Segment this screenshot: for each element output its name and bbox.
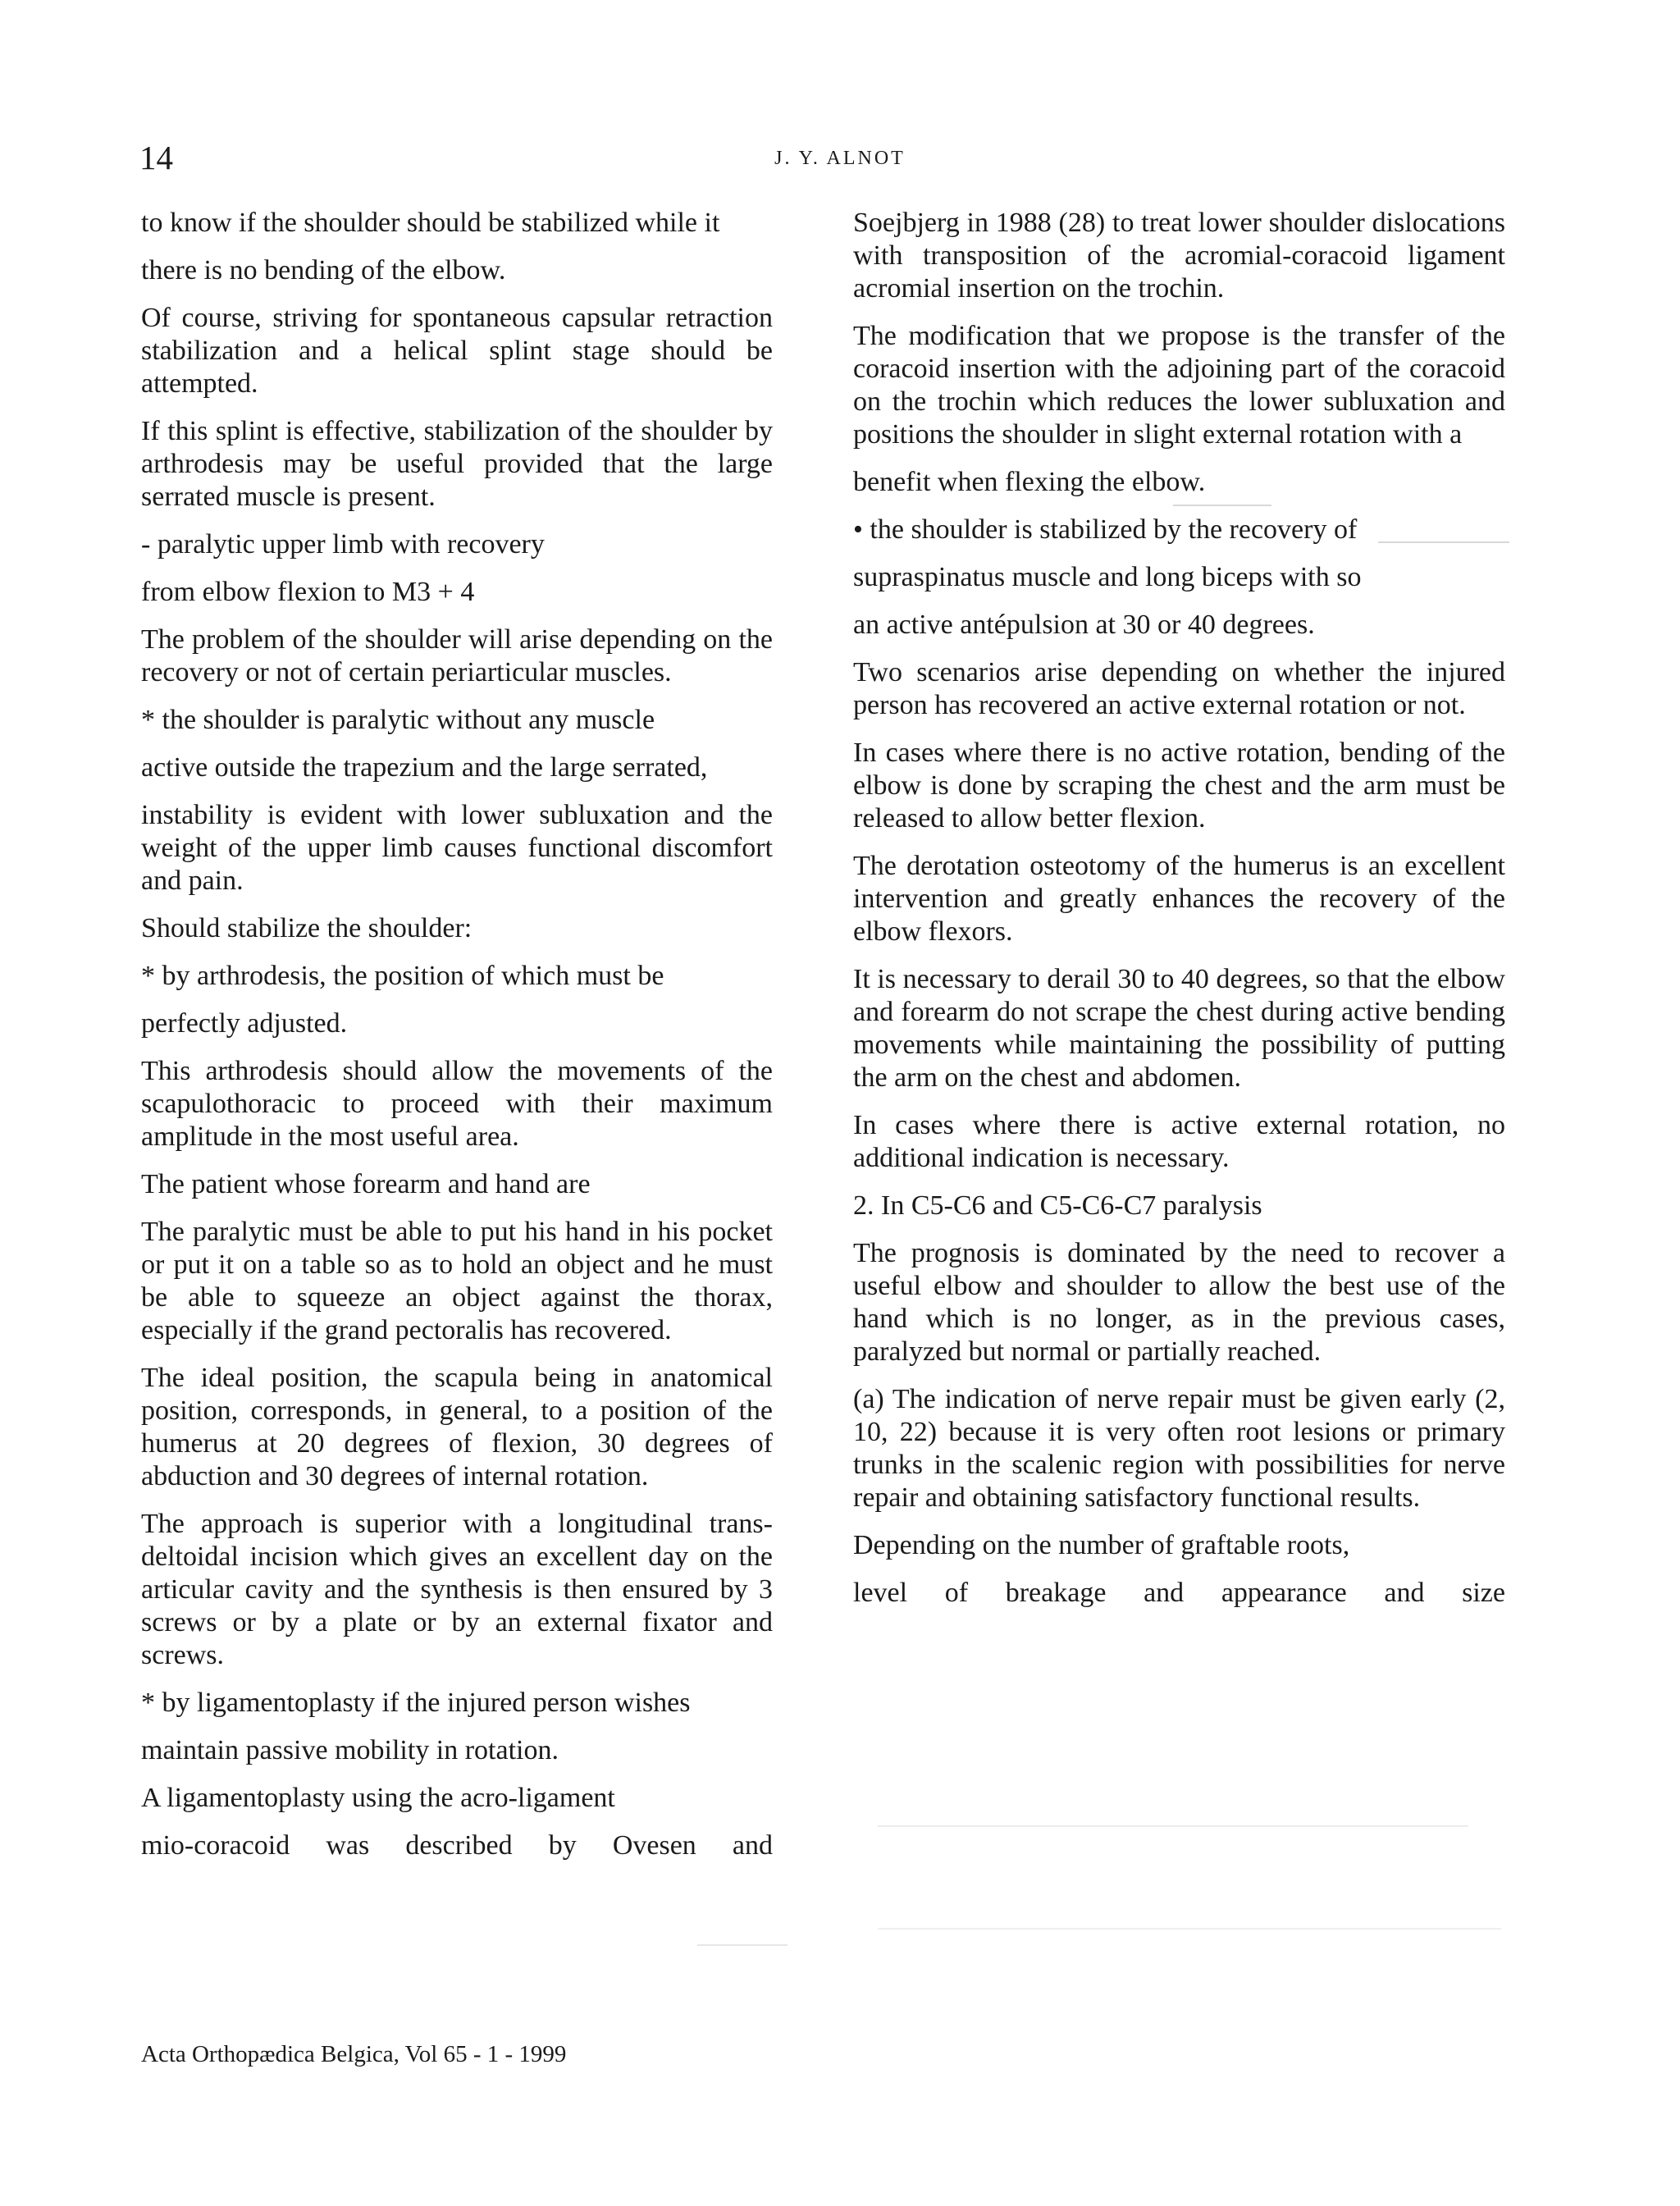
paragraph: supraspinatus muscle and long biceps with so (853, 562, 1362, 592)
paragraph: level of breakage and appearance and size (853, 1578, 1505, 1608)
paragraph: instability is evident with lower subluxation and the weight of the upper limb causes functional discomfort and pain. (141, 800, 773, 896)
paragraph: benefit when flexing the elbow. (853, 467, 1206, 497)
paragraph: Depending on the number of graftable roots, (853, 1530, 1350, 1560)
paragraph: mio-coracoid was described by Ovesen and (141, 1830, 773, 1861)
page-number: 14 (139, 139, 173, 176)
paragraph: The prognosis is dominated by the need to recover a useful elbow and shoulder to allow the best use of the hand which is no longer, as in the previous cases, paralyzed but normal or partially reached. (853, 1238, 1505, 1367)
paragraph: Two scenarios arise depending on whether the injured person has recovered an active external rotation or not. (853, 657, 1505, 720)
scan-artifact (1173, 505, 1271, 506)
paragraph: active outside the trapezium and the large serrated, (141, 752, 708, 783)
paragraph: The ideal position, the scapula being in anatomical position, corresponds, in general, to a position of the humerus at 20 degrees of flexion, 30 degrees of abduction and 30 degrees of internal rotation. (141, 1363, 773, 1491)
paragraph: The patient whose forearm and hand are (141, 1169, 591, 1199)
paragraph: If this splint is effective, stabilization of the shoulder by arthrodesis may be useful provided that the large serrated muscle is present. (141, 416, 773, 512)
paragraph: * by ligamentoplasty if the injured person wishes (141, 1688, 691, 1718)
paragraph: It is necessary to derail 30 to 40 degrees, so that the elbow and forearm do not scrape the chest during active bending movements while maintaining the possibility of putting the arm on the chest and abdomen. (853, 964, 1505, 1093)
scan-artifact (697, 1944, 788, 1946)
paragraph: Of course, striving for spontaneous capsular retraction stabilization and a helical splint stage should be attempted. (141, 303, 773, 399)
paragraph: there is no bending of the elbow. (141, 255, 506, 285)
paragraph: • the shoulder is stabilized by the recovery of (853, 514, 1358, 545)
scan-artifact (1378, 541, 1509, 543)
section-heading: 2. In C5-C6 and C5-C6-C7 paralysis (853, 1190, 1262, 1221)
paragraph: perfectly adjusted. (141, 1008, 348, 1039)
paragraph: Soejbjerg in 1988 (28) to treat lower shoulder dislocations with transposition of the acromial-coracoid ligament acromial insertion on the trochin. (853, 208, 1505, 304)
paragraph: The approach is superior with a longitudinal trans-deltoidal incision which gives an excellent day on the articular cavity and the synthesis is then ensured by 3 screws or by a plate or by an external fixator and screws. (141, 1509, 773, 1670)
paragraph: - paralytic upper limb with recovery (141, 529, 545, 559)
paragraph: In cases where there is no active rotation, bending of the elbow is done by scraping the chest and the arm must be released to allow better flexion. (853, 738, 1505, 834)
journal-citation: Acta Orthopædica Belgica, Vol 65 - 1 - 1999 (141, 2041, 567, 2067)
running-head: J. Y. ALNOT (774, 148, 906, 169)
paragraph: This arthrodesis should allow the movements of the scapulothoracic to proceed with their maximum amplitude in the most useful area. (141, 1056, 773, 1152)
paragraph: Should stabilize the shoulder: (141, 913, 472, 943)
paragraph: * the shoulder is paralytic without any muscle (141, 705, 655, 735)
paragraph: an active antépulsion at 30 or 40 degrees. (853, 610, 1315, 640)
scan-artifact (878, 1825, 1468, 1827)
paragraph: The paralytic must be able to put his hand in his pocket or put it on a table so as to hold an object and he must be able to squeeze an object against the thorax, especially if the grand pectoralis has recovered. (141, 1217, 773, 1345)
paragraph: The derotation osteotomy of the humerus is an excellent intervention and greatly enhances the recovery of the elbow flexors. (853, 851, 1505, 947)
paragraph: In cases where there is active external rotation, no additional indication is necessary. (853, 1110, 1505, 1173)
paragraph: maintain passive mobility in rotation. (141, 1735, 559, 1765)
paragraph: A ligamentoplasty using the acro-ligament (141, 1783, 615, 1813)
left-column (141, 207, 773, 1877)
right-column (853, 207, 1505, 1624)
paragraph: from elbow flexion to M3 + 4 (141, 577, 475, 607)
scan-artifact (878, 1928, 1501, 1930)
paragraph: to know if the shoulder should be stabilized while it (141, 208, 720, 238)
paragraph: (a) The indication of nerve repair must be given early (2, 10, 22) because it is very often root lesions or primary trunks in the scalenic region with possibilities for nerve repair and obtaining satisfactory functional results. (853, 1384, 1505, 1513)
paragraph: The modification that we propose is the transfer of the coracoid insertion with the adjoining part of the coracoid on the trochin which reduces the lower subluxation and positions the shoulder in slight external rotation with a (853, 321, 1505, 450)
paragraph: * by arthrodesis, the position of which must be (141, 961, 664, 991)
paragraph: The problem of the shoulder will arise depending on the recovery or not of certain periarticular muscles. (141, 624, 773, 687)
